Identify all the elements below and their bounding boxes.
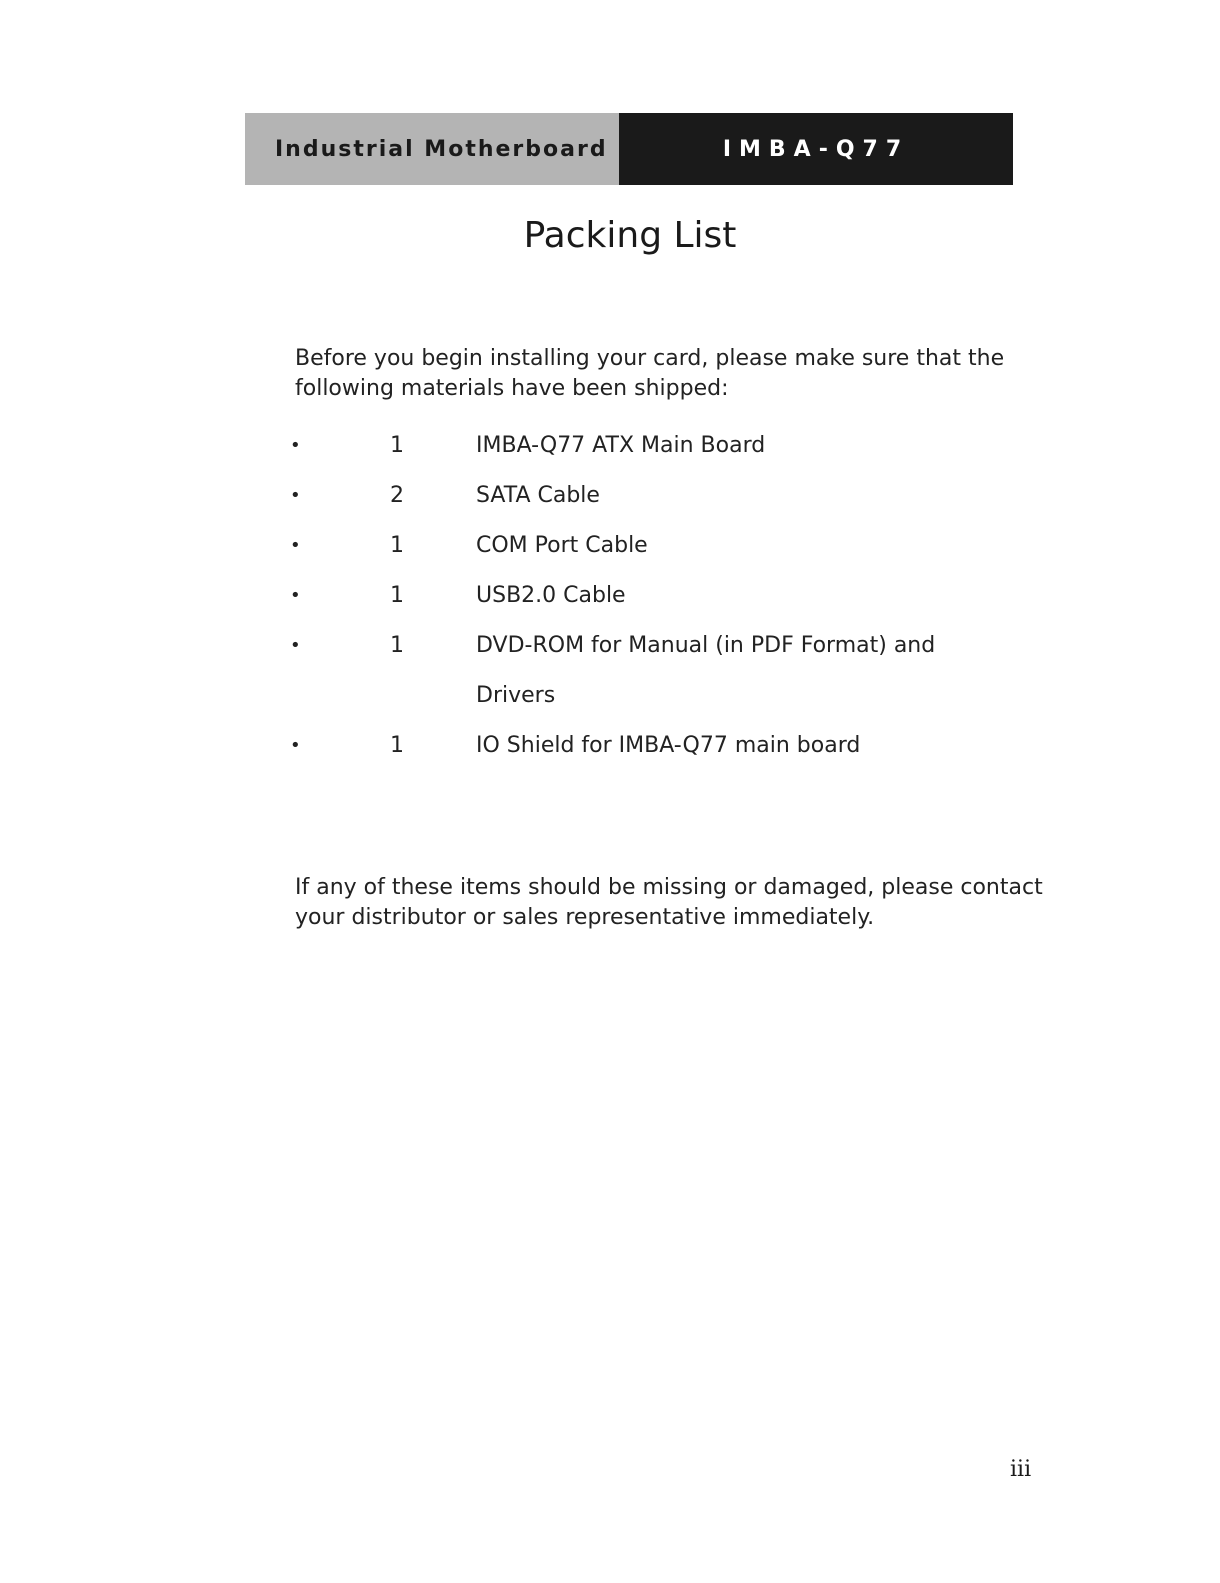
item-description: IO Shield for IMBA-Q77 main board	[476, 733, 861, 758]
page-title: Packing List	[523, 215, 737, 256]
item-description: COM Port Cable	[476, 533, 648, 558]
bullet: •	[290, 435, 301, 456]
item-description: DVD-ROM for Manual (in PDF Format) and Drivers	[476, 633, 936, 708]
list-item	[290, 571, 1050, 621]
header-model: IMBA-Q77	[619, 113, 1013, 185]
item-quantity: 1	[390, 583, 404, 608]
list-item	[290, 621, 1050, 721]
closing-paragraph: If any of these items should be missing or damaged, please contact your distributor or sales representative immediately.	[295, 875, 1043, 930]
item-description: IMBA-Q77 ATX Main Board	[476, 433, 766, 458]
item-quantity: 1	[390, 633, 404, 658]
list-item	[290, 471, 1050, 521]
bullet: •	[290, 635, 301, 656]
header-category: Industrial Motherboard	[245, 113, 619, 185]
item-description: USB2.0 Cable	[476, 583, 626, 608]
intro-paragraph: Before you begin installing your card, please make sure that the following materials have been shipped:	[295, 346, 1005, 401]
item-quantity: 1	[390, 433, 404, 458]
bullet: •	[290, 735, 301, 756]
item-quantity: 1	[390, 733, 404, 758]
list-item	[290, 421, 1050, 471]
item-quantity: 1	[390, 533, 404, 558]
packing-list	[290, 421, 1050, 771]
list-item	[290, 721, 1050, 771]
item-quantity: 2	[390, 483, 404, 508]
page-header	[245, 113, 1013, 185]
bullet: •	[290, 485, 301, 506]
list-item	[290, 521, 1050, 571]
page-number: iii	[1010, 1457, 1032, 1482]
bullet: •	[290, 585, 301, 606]
bullet: •	[290, 535, 301, 556]
item-description: SATA Cable	[476, 483, 600, 508]
